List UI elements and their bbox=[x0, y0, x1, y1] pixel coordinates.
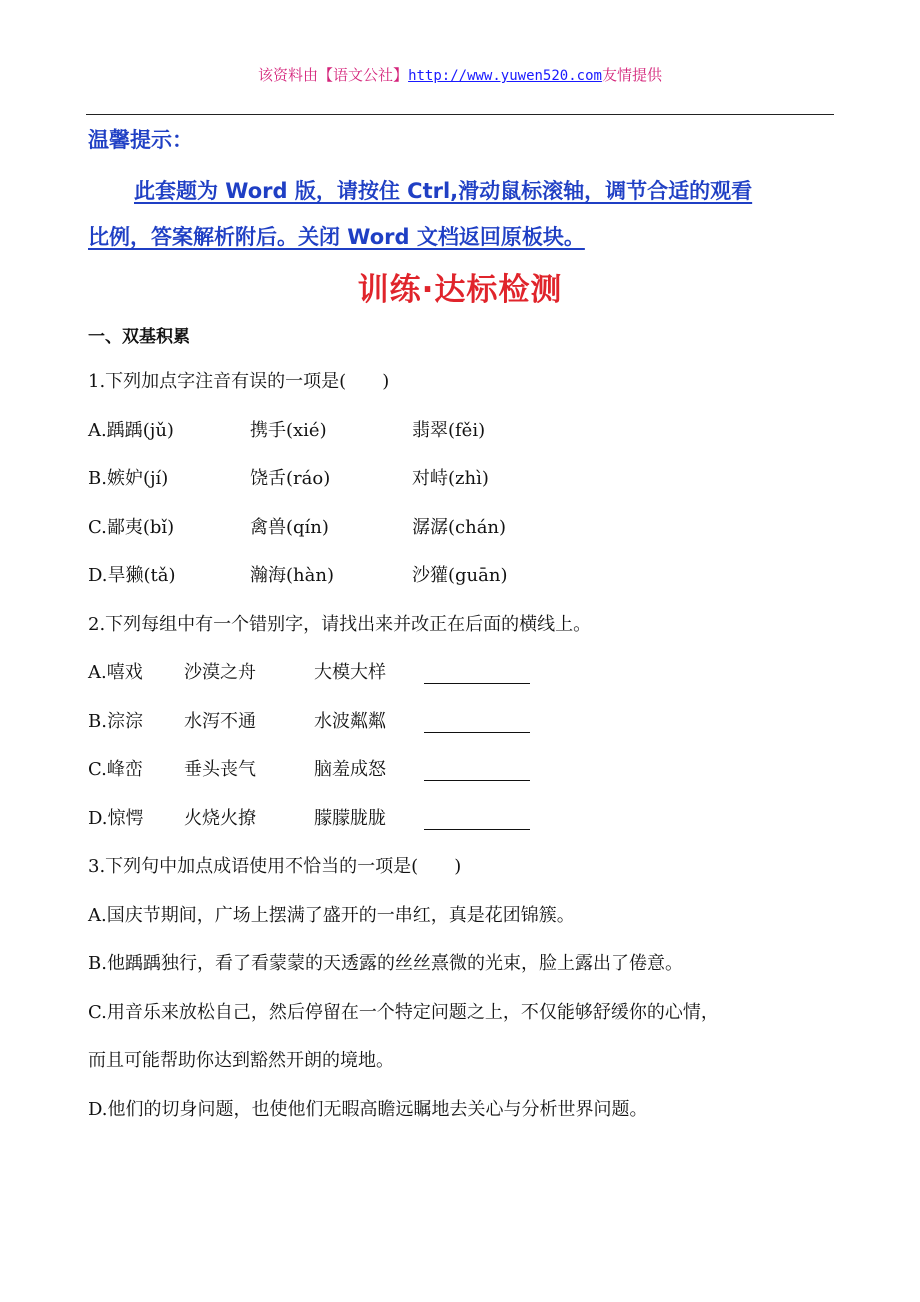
q1-a-2: 携手(xié) bbox=[250, 419, 327, 441]
q2-c-1: C.峰峦 bbox=[88, 759, 143, 780]
q1-d-2: 瀚海(hàn) bbox=[250, 565, 334, 586]
q1-b-1: B.嫉妒(jí) bbox=[88, 468, 169, 489]
q2-a-1: A.嘻戏 bbox=[88, 662, 143, 683]
header-link[interactable]: http://www.yuwen520.com bbox=[408, 68, 602, 84]
q2-option-c bbox=[88, 746, 838, 795]
q2-option-b bbox=[88, 698, 838, 747]
q2-c-blank[interactable] bbox=[424, 780, 530, 781]
notice-body bbox=[88, 168, 834, 260]
q1-c-2: 禽兽(qín) bbox=[250, 516, 329, 538]
q2-b-2: 水泻不通 bbox=[184, 710, 256, 732]
notice-line-2: 比例，答案解析附后。关闭 Word 文档返回原板块。 bbox=[88, 225, 585, 249]
q1-a-1: A.踽踽(jǔ) bbox=[88, 419, 174, 441]
page-title: 训练·达标检测 bbox=[357, 272, 563, 308]
q2-c-2: 垂头丧气 bbox=[184, 759, 256, 780]
q1-a-3: 翡翠(fěi) bbox=[412, 419, 486, 441]
header-divider bbox=[86, 114, 834, 115]
q2-b-1: B.淙淙 bbox=[88, 710, 143, 732]
q2-option-a bbox=[88, 649, 838, 698]
q1-d-1: D.旱獭(tǎ) bbox=[88, 565, 176, 586]
section-heading: 一、双基积累 bbox=[88, 327, 190, 347]
q1-option-a bbox=[88, 407, 838, 456]
q2-b-3: 水波粼粼 bbox=[314, 710, 386, 732]
page-header bbox=[0, 64, 920, 85]
q1-b-2: 饶舌(ráo) bbox=[250, 468, 331, 489]
q2-a-blank[interactable] bbox=[424, 683, 530, 684]
q2-a-3: 大模大样 bbox=[314, 662, 386, 683]
q2-d-3: 朦朦胧胧 bbox=[314, 807, 386, 829]
q1-option-b bbox=[88, 455, 838, 504]
q2-d-1: D.惊愕 bbox=[88, 807, 144, 829]
q1-c-1: C.鄙夷(bǐ) bbox=[88, 516, 175, 538]
q1-option-c bbox=[88, 504, 838, 553]
q3-option-a: A.国庆节期间，广场上摆满了盛开的一串红，真是花团锦簇。 bbox=[88, 904, 575, 926]
q3-option-d: D.他们的切身问题，也使他们无暇高瞻远瞩地去关心与分析世界问题。 bbox=[88, 1098, 648, 1120]
header-suffix: 友情提供 bbox=[601, 66, 662, 84]
q2-b-blank[interactable] bbox=[424, 732, 530, 733]
q2-d-blank[interactable] bbox=[424, 829, 530, 830]
question-content bbox=[88, 358, 838, 1134]
q2-stem: 2.下列每组中有一个错别字，请找出来并改正在后面的横线上。 bbox=[88, 613, 592, 635]
q2-c-3: 脑羞成怒 bbox=[314, 759, 386, 780]
q3-option-c-line2: 而且可能帮助你达到豁然开朗的境地。 bbox=[88, 1050, 394, 1071]
q3-option-b: B.他踽踽独行，看了看蒙蒙的天透露的丝丝熹微的光束，脸上露出了倦意。 bbox=[88, 953, 683, 974]
q1-stem: 1.下列加点字注音有误的一项是( ) bbox=[88, 371, 390, 392]
q1-b-3: 对峙(zhì) bbox=[412, 468, 489, 489]
q3-stem: 3.下列句中加点成语使用不恰当的一项是( ) bbox=[88, 856, 462, 877]
q1-option-d bbox=[88, 552, 838, 601]
q3-option-c-line1: C.用音乐来放松自己，然后停留在一个特定问题之上，不仅能够舒缓你的心情， bbox=[88, 1001, 719, 1023]
q1-d-3: 沙獾(guān) bbox=[412, 565, 508, 586]
notice-title: 温馨提示： bbox=[88, 128, 193, 152]
header-prefix: 该资料由【语文公社】 bbox=[258, 66, 409, 84]
q2-d-2: 火烧火撩 bbox=[184, 807, 256, 829]
q2-a-2: 沙漠之舟 bbox=[184, 662, 256, 683]
notice-line-1: 此套题为 Word 版，请按住 Ctrl,滑动鼠标滚轴，调节合适的观看 bbox=[134, 179, 753, 203]
q2-option-d bbox=[88, 795, 838, 844]
q1-c-3: 潺潺(chán) bbox=[412, 516, 507, 538]
